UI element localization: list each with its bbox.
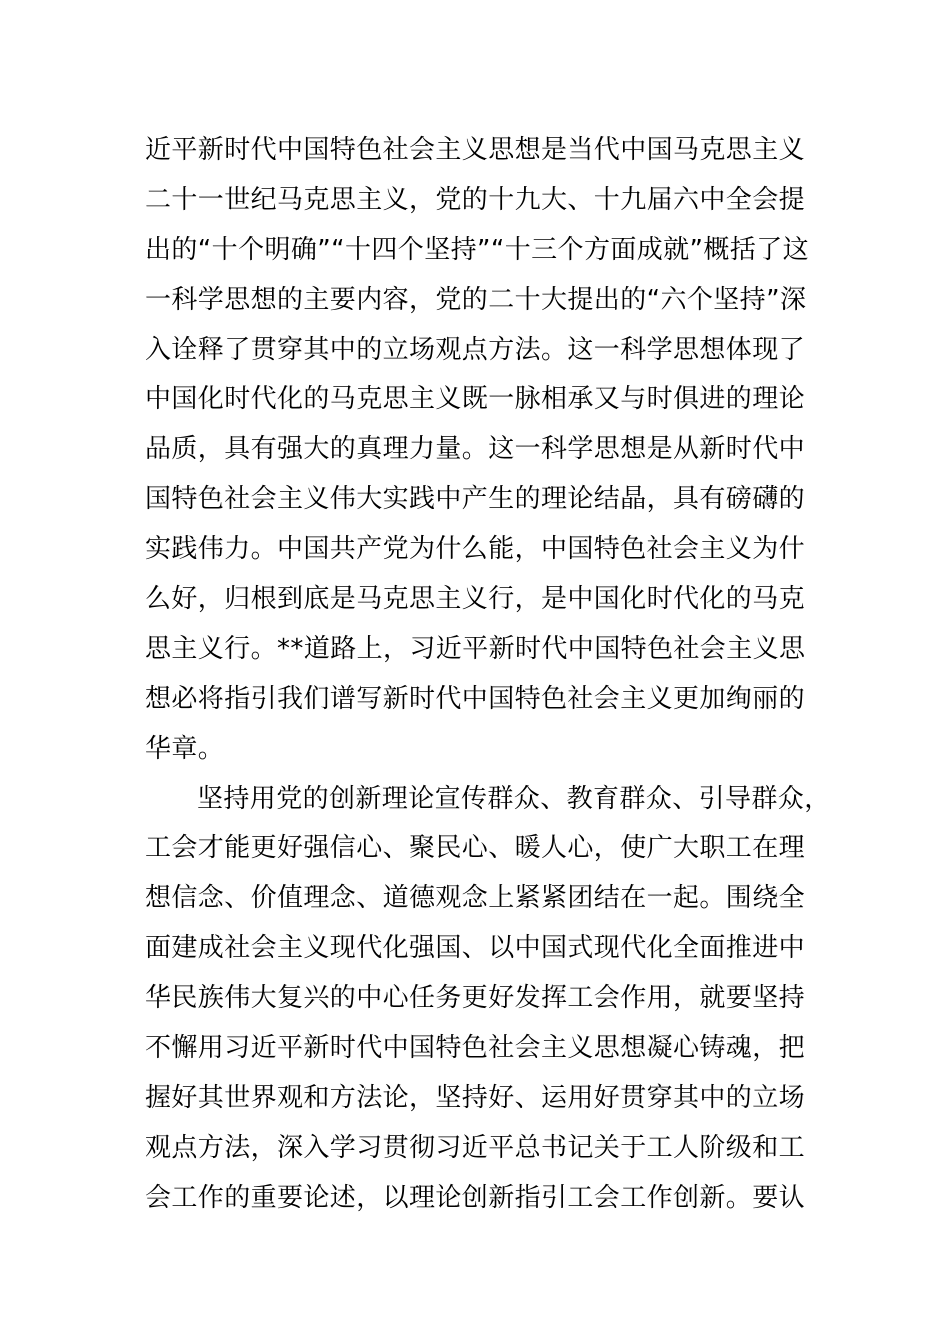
paragraph-2 <box>145 775 845 1224</box>
text-line: 实践伟力。中国共产党为什么能，中国特色社会主义为什 <box>145 534 806 565</box>
text-line: 观点方法，深入学习贯彻习近平总书记关于工人阶级和工 <box>145 1132 806 1163</box>
document-body <box>145 126 845 1224</box>
text-line: 想必将指引我们谱写新时代中国特色社会主义更加绚丽的 <box>145 683 806 714</box>
text-line: 中国化时代化的马克思主义既一脉相承又与时俱进的理论 <box>145 384 806 415</box>
text-line: 么好，归根到底是马克思主义行，是中国化时代化的马克 <box>145 584 806 615</box>
text-line-indented: 坚持用党的创新理论宣传群众、教育群众、引导群众， <box>197 783 831 814</box>
text-line: 想信念、价值理念、道德观念上紧紧团结在一起。围绕全 <box>145 883 806 914</box>
text-line: 思主义行。**道路上，习近平新时代中国特色社会主义思 <box>145 633 806 664</box>
text-line: 华章。 <box>145 733 225 764</box>
text-line: 一科学思想的主要内容，党的二十大提出的“六个坚持”深 <box>145 284 807 315</box>
text-line: 握好其世界观和方法论，坚持好、运用好贯穿其中的立场 <box>145 1082 806 1113</box>
text-line: 国特色社会主义伟大实践中产生的理论结晶，具有磅礴的 <box>145 484 806 515</box>
text-line: 近平新时代中国特色社会主义思想是当代中国马克思主义 <box>145 135 806 165</box>
text-line: 二十一世纪马克思主义，党的十九大、十九届六中全会提 <box>145 184 806 215</box>
text-line: 入诠释了贯穿其中的立场观点方法。这一科学思想体现了 <box>145 334 806 365</box>
text-line: 品质，具有强大的真理力量。这一科学思想是从新时代中 <box>145 434 806 465</box>
text-line: 出的“十个明确”“十四个坚持”“十三个方面成就”概括了这 <box>145 234 810 265</box>
text-line: 华民族伟大复兴的中心任务更好发挥工会作用，就要坚持 <box>145 983 806 1014</box>
paragraph-1 <box>145 126 845 775</box>
text-line: 会工作的重要论述，以理论创新指引工会工作创新。要认 <box>145 1182 806 1213</box>
text-line: 不懈用习近平新时代中国特色社会主义思想凝心铸魂，把 <box>145 1033 806 1064</box>
text-line: 面建成社会主义现代化强国、以中国式现代化全面推进中 <box>145 933 806 964</box>
text-line: 工会才能更好强信心、聚民心、暖人心，使广大职工在理 <box>145 833 806 864</box>
